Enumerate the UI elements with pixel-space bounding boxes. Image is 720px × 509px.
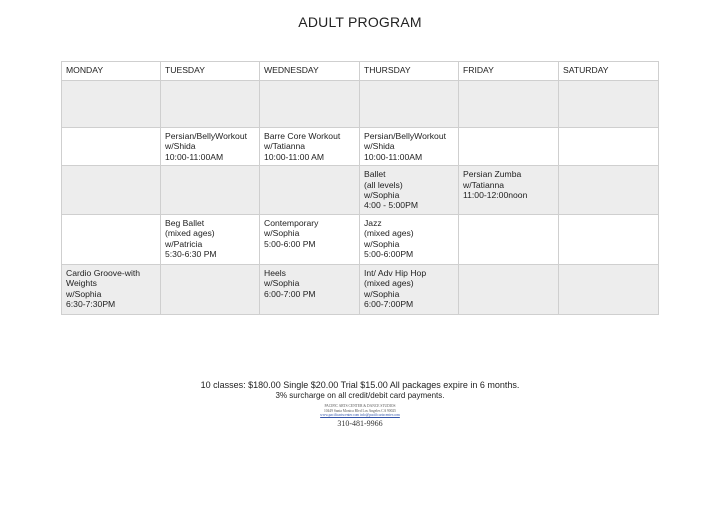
table-cell: Int/ Adv Hip Hop (mixed ages) w/Sophia 6:00-7:00PM — [360, 264, 459, 314]
table-header-row — [62, 62, 659, 81]
table-cell — [459, 81, 559, 128]
table-cell — [360, 81, 459, 128]
surcharge-note: 3% surcharge on all credit/debit card payments. — [275, 391, 445, 400]
table-cell: Persian/BellyWorkout w/Shida 10:00-11:00AM — [161, 128, 260, 166]
table-cell — [559, 166, 659, 215]
table-cell — [62, 166, 161, 215]
table-cell — [260, 166, 360, 215]
table-cell: Barre Core Workout w/Tatianna 10:00-11:00 AM — [260, 128, 360, 166]
table-cell — [559, 264, 659, 314]
table-cell — [459, 264, 559, 314]
header-friday: FRIDAY — [459, 62, 559, 81]
table-row — [62, 264, 659, 314]
header-saturday: SATURDAY — [559, 62, 659, 81]
table-cell — [459, 128, 559, 166]
table-cell: Ballet (all levels) w/Sophia 4:00 - 5:00PM — [360, 166, 459, 215]
table-cell — [459, 214, 559, 264]
table-row — [62, 81, 659, 128]
table-cell — [62, 128, 161, 166]
table-cell: Beg Ballet (mixed ages) w/Patricia 5:30-6:30 PM — [161, 214, 260, 264]
studio-contact — [0, 404, 720, 418]
table-row — [62, 128, 659, 166]
table-cell: Persian Zumba w/Tatianna 11:00-12:00noon — [459, 166, 559, 215]
pricing-footer — [0, 379, 720, 429]
table-cell: Persian/BellyWorkout w/Shida 10:00-11:00AM — [360, 128, 459, 166]
table-cell: Heels w/Sophia 6:00-7:00 PM — [260, 264, 360, 314]
table-cell — [161, 264, 260, 314]
table-cell — [161, 166, 260, 215]
header-tuesday: TUESDAY — [161, 62, 260, 81]
table-cell: Cardio Groove-with Weights w/Sophia 6:30-7:30PM — [62, 264, 161, 314]
table-cell — [161, 81, 260, 128]
header-thursday: THURSDAY — [360, 62, 459, 81]
studio-name: PACIFIC ARTS CENTER & DANCE STUDIOS — [324, 404, 396, 408]
table-row — [62, 166, 659, 215]
page-title: ADULT PROGRAM — [298, 14, 422, 30]
studio-address: 10449 Santa Monica Blvd Los Angeles CA 90025 — [324, 408, 396, 413]
table-cell — [260, 81, 360, 128]
schedule-table — [61, 61, 659, 315]
table-cell — [62, 214, 161, 264]
table-cell — [559, 214, 659, 264]
table-row — [62, 214, 659, 264]
pricing-text: 10 classes: $180.00 Single $20.00 Trial $15.00 All packages expire in 6 months. — [200, 380, 520, 390]
header-monday: MONDAY — [62, 62, 161, 81]
header-wednesday: WEDNESDAY — [260, 62, 360, 81]
table-cell — [559, 128, 659, 166]
studio-website-link[interactable]: www.pacificartscenter.com info@pacificartscenter.com — [320, 413, 400, 418]
table-cell — [559, 81, 659, 128]
table-cell: Contemporary w/Sophia 5:00-6:00 PM — [260, 214, 360, 264]
table-cell — [62, 81, 161, 128]
studio-phone: 310-481-9966 — [337, 418, 383, 428]
table-cell: Jazz (mixed ages) w/Sophia 5:00-6:00PM — [360, 214, 459, 264]
